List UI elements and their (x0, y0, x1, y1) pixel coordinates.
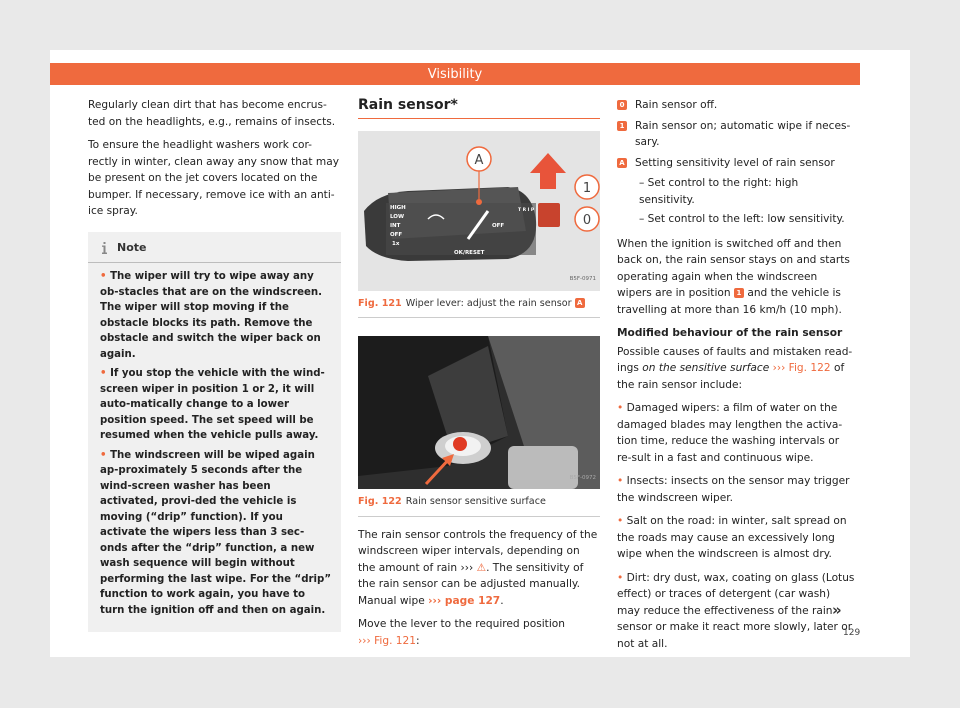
legend-item: 1 Rain sensor on; automatic wipe if neces-sary. (617, 118, 855, 151)
bullet-item: • Salt on the road: in winter, salt spread on the roads may cause an excessively long wipe when the windscreen is almost dry. (617, 515, 847, 560)
wiper-lever-illustration (358, 131, 600, 291)
legend-item: 0 Rain sensor off. (617, 97, 855, 114)
lever-label-low: LOW (390, 213, 405, 220)
paragraph: When the ignition is switched off and then back on, the rain sensor stays on and starts operating again when the windscreen wipers are in position 1 and the vehicle is travelling at more than 16 km/h (10 mph). (617, 237, 850, 316)
stop-block (538, 203, 560, 227)
continued-marker: » (832, 601, 842, 619)
badge-a: A (575, 298, 585, 308)
page-header (50, 63, 860, 85)
column-right (617, 97, 855, 659)
callout-1-label: 1 (582, 180, 592, 196)
legend-item: A Setting sensitivity level of rain sensor (617, 155, 855, 172)
paragraph: Regularly clean dirt that has become encrus-ted on the headlights, e.g., remains of insects. (88, 99, 336, 128)
lever-label-high: HIGH (390, 204, 406, 211)
figure-code: B5F-0971 (569, 276, 596, 282)
paragraph: Move the lever to the required position ››› Fig. 121: (358, 618, 565, 647)
note-item: • If you stop the vehicle with the wind-screen wiper in position 1 or 2, it will auto-matically change to a lower position speed. The set speed will be resumed when the vehicle pulls away. (100, 368, 325, 441)
section-title: Rain sensor* (358, 97, 600, 119)
page-link[interactable]: ››› page 127 (428, 594, 501, 607)
dash-item: – Set control to the right: high sensitivity. (639, 177, 799, 206)
figure-wiper-lever (358, 131, 600, 291)
okreset-label: OK/RESET (454, 249, 485, 256)
callout-0-label: 0 (582, 212, 592, 228)
column-middle (358, 97, 600, 656)
column-left (88, 97, 341, 632)
lever-label-off: OFF (390, 231, 403, 238)
dash-item: – Set control to the left: low sensitivity. (639, 213, 845, 225)
figure-code: B5F-0972 (569, 474, 596, 481)
header-title: Visibility (427, 66, 483, 82)
bullet-icon: • (100, 449, 107, 461)
paragraph: To ensure the headlight washers work cor-rectly in winter, clean away any snow that may be present on the jet covers located on the bumper. If necessary, remove ice with an anti-ice spray. (88, 139, 340, 217)
bullet-icon: • (100, 271, 107, 282)
bullet-icon: • (100, 368, 107, 379)
note-title: Note (117, 240, 147, 254)
trip-label: T R I P (518, 207, 535, 213)
figure-rain-sensor (358, 336, 600, 489)
paragraph: The rain sensor controls the frequency of the windscreen wiper intervals, depending on the amount of rain ››› ⚠. The sensitivity of the rain sensor can be adjusted manually. Manual wipe ››› page 127. (358, 528, 598, 607)
warning-icon: ⚠ (476, 561, 487, 574)
sensor-dot (453, 437, 467, 451)
paragraph: Possible causes of faults and mistaken read-ings on the sensitive surface ››› Fig. 122 of the rain sensor include: (617, 345, 853, 391)
figure-link[interactable]: ››› Fig. 122 (772, 362, 831, 374)
note-header (88, 240, 341, 264)
figure-caption: Fig. 121 Wiper lever: adjust the rain sensor A (358, 291, 600, 319)
lever-label-int: INT (390, 222, 401, 229)
off-label: OFF (492, 222, 505, 229)
bullet-item: • Damaged wipers: a film of water on the damaged blades may lengthen the activa-tion time, reduce the washing intervals or re-sult in a fast and continuous wipe. (617, 402, 843, 464)
callout-a-label: A (474, 152, 484, 168)
figure-caption: Fig. 122 Rain sensor sensitive surface (358, 489, 600, 517)
bullet-item: • Insects: insects on the sensor may trigger the windscreen wiper. (617, 475, 850, 504)
figure-link[interactable]: ››› Fig. 121 (358, 634, 417, 647)
subheading: Modified behaviour of the rain sensor (617, 327, 843, 339)
page-number: 129 (843, 628, 861, 638)
info-icon (100, 242, 109, 254)
lever-label-1x: 1x (392, 240, 400, 247)
bullet-item: • Dirt: dry dust, wax, coating on glass (Lotus effect) or traces of detergent (car wash) may reduce the effectiveness of the rain sensor or make it react more slowly, later or not at all. (617, 571, 855, 650)
rain-sensor-illustration (358, 336, 600, 489)
note-item: • The windscreen will be wiped again ap-proximately 5 seconds after the wind-screen washer has been activated, provi-ded the vehicle is moving (“drip” function). If you activate the wipers less than 3 sec-onds after the “drip” function, a new wash sequence will begin without performing the last wipe. For the “drip” function to work again, you have to turn the ignition off and then on again. (100, 449, 332, 616)
note-item: • The wiper will try to wipe away any ob-stacles that are on the windscreen. The wiper will stop moving if the obstacle blocks its path. Remove the obstacle and switch the wiper back on again. (100, 271, 323, 360)
note-box (88, 232, 341, 633)
